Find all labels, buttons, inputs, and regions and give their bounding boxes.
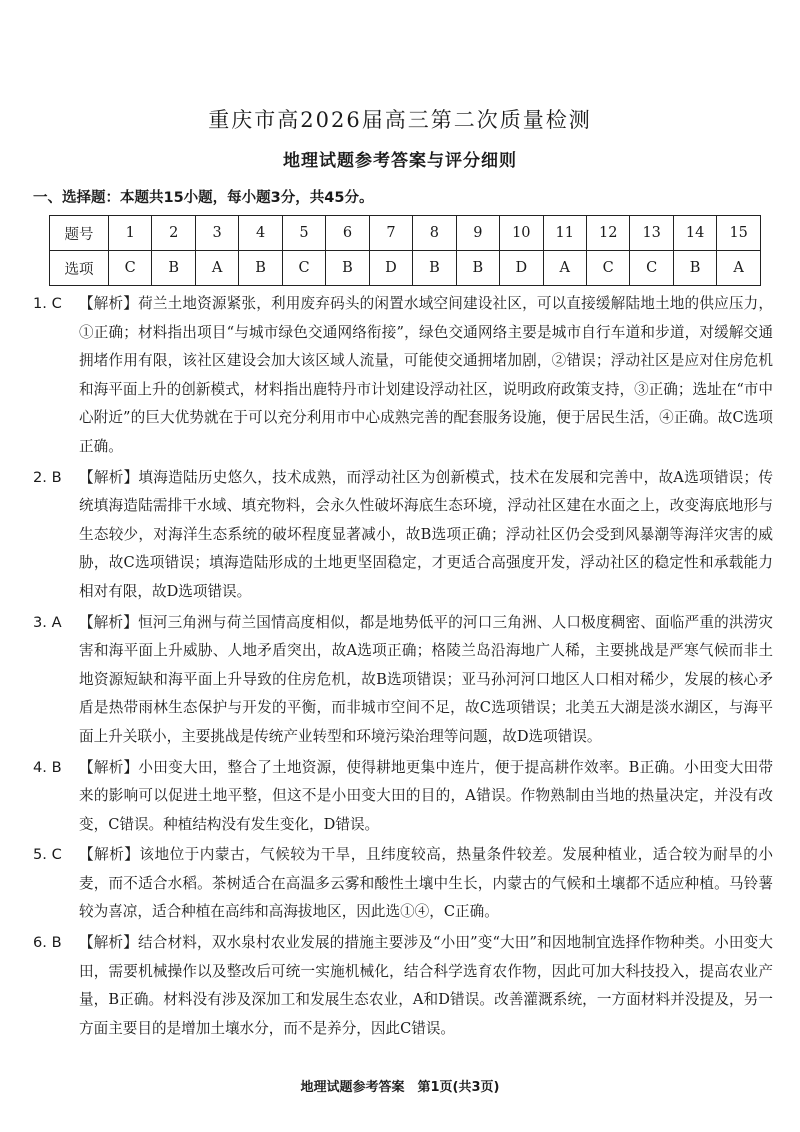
question-number-cell: 11 — [543, 216, 586, 251]
item-number-answer: 1. C — [33, 295, 62, 312]
answer-cell: C — [586, 251, 629, 286]
answer-cell: C — [109, 251, 152, 286]
answer-cell: B — [413, 251, 456, 286]
explanation-text: 【解析】小田变大田，整合了土地资源，使得耕地更集中连片，便于提高耕作效率。B正确。小田变大田带来的影响可以促进土地平整，但这不是小田变大田的目的，A错误。作物熟制由当地的热量决定，并没有改变，C错误。种植结构没有发生变化，D错误。 — [79, 758, 773, 833]
question-number-cell: 6 — [326, 216, 369, 251]
explanation-text: 【解析】结合材料，双水泉村农业发展的措施主要涉及“小田”变“大田”和因地制宜选择作物种类。小田变大田，需要机械操作以及整改后可统一实施机械化，结合科学选育农作物，因此可加大科技投入，提高农业产量，B正确。材料没有涉及深加工和发展生态农业，A和D错误。改善灌溉系统，一方面材料并没提及，另一方面主要目的是增加土壤水分，而不是养分，因此C错误。 — [79, 934, 773, 1037]
item-number-answer: 4. B — [33, 758, 62, 776]
question-number-cell: 14 — [673, 216, 716, 251]
question-number-cell: 1 — [109, 216, 152, 251]
question-number-cell: 8 — [413, 216, 456, 251]
question-number-cell: 4 — [239, 216, 282, 251]
answer-cell: C — [630, 251, 673, 286]
answer-cell: A — [195, 251, 238, 286]
question-number-cell: 12 — [586, 216, 629, 251]
question-number-cell: 13 — [630, 216, 673, 251]
explanation-text: 【解析】荷兰土地资源紧张，利用废弃码头的闲置水域空间建设社区，可以直接缓解陆地土地的供应压力，①正确；材料指出项目“与城市绿色交通网络衔接”，绿色交通网络主要是城市自行车道和步道，对缓解交通拥堵作用有限，该社区建设会加大该区域人流量，可能使交通拥堵加剧，②错误；浮动社区是应对住房危机和海平面上升的创新模式，材料指出鹿特丹市计划建设浮动社区，说明政府政策支持，③正确；选址在“市中心附近”的巨大优势就在于可以充分利用市中心成熟完善的配套服务设施，便于居民生活，④正确。故C选项正确。 — [79, 295, 773, 455]
answer-cell: B — [673, 251, 716, 286]
explanation-text: 【解析】恒河三角洲与荷兰国情高度相似，都是地势低平的河口三角洲、人口极度稠密、面临严重的洪涝灾害和海平面上升威胁、人地矛盾突出，故A选项正确；格陵兰岛沿海地广人稀，主要挑战是严寒气候而非土地资源短缺和海平面上升导致的住房危机，故B选项错误；亚马孙河河口地区人口相对稀少，发展的核心矛盾是热带雨林生态保护与开发的平衡，而非城市空间不足，故C选项错误；北美五大湖是淡水湖区，与海平面上升关联小，主要挑战是传统产业转型和环境污染治理等问题，故D选项错误。 — [79, 613, 773, 745]
exam-subtitle: 地理试题参考答案与评分细则 — [283, 151, 517, 171]
answer-cell: D — [500, 251, 543, 286]
question-number-row — [50, 216, 761, 251]
item-number-answer: 5. C — [33, 846, 62, 864]
explanation-item — [33, 754, 773, 840]
answer-table — [49, 215, 761, 286]
explanation-item — [33, 290, 773, 462]
explanation-item — [33, 464, 773, 607]
question-number-cell: 5 — [282, 216, 325, 251]
explanation-item — [33, 841, 773, 927]
explanation-text: 【解析】填海造陆历史悠久，技术成熟，而浮动社区为创新模式，技术在发展和完善中，故A选项错误；传统填海造陆需排干水域、填充物料，会永久性破坏海底生态环境，浮动社区建在水面之上，改变海底地形与生态较少，对海洋生态系统的破坏程度显著减小，故B选项正确；浮动社区仍会受到风暴潮等海洋灾害的威胁，故C选项错误；填海造陆形成的土地更坚固稳定，才更适合高强度开发，浮动社区的稳定性和承载能力相对有限，故D选项错误。 — [79, 468, 773, 600]
answer-cell: D — [369, 251, 412, 286]
explanation-list — [33, 290, 773, 1045]
answer-cell: A — [543, 251, 586, 286]
question-number-cell: 15 — [717, 216, 761, 251]
answer-cell: B — [152, 251, 195, 286]
answer-cell: C — [282, 251, 325, 286]
question-number-cell: 7 — [369, 216, 412, 251]
question-number-cell: 9 — [456, 216, 499, 251]
row-label-answer: 选项 — [50, 251, 109, 286]
answer-cell: A — [717, 251, 761, 286]
answer-cell: B — [239, 251, 282, 286]
section-heading: 一、选择题：本题共15小题，每小题3分，共45分。 — [33, 190, 374, 206]
answer-cell: B — [456, 251, 499, 286]
explanation-text: 【解析】该地位于内蒙古，气候较为干旱，且纬度较高，热量条件较差。发展种植业，适合较为耐旱的小麦，而不适合水稻。茶树适合在高温多云雾和酸性土壤中生长，内蒙古的气候和土壤都不适应种植。马铃薯较为喜凉，适合种植在高纬和高海拔地区，因此选①④，C正确。 — [79, 846, 773, 921]
explanation-item — [33, 929, 773, 1043]
question-number-cell: 3 — [195, 216, 238, 251]
exam-title: 重庆市高2026届高三第二次质量检测 — [208, 108, 592, 132]
question-number-cell: 10 — [500, 216, 543, 251]
explanation-item — [33, 609, 773, 752]
item-number-answer: 6. B — [33, 934, 62, 952]
page-footer: 地理试题参考答案 第1页(共3页) — [300, 1080, 500, 1095]
answer-row — [50, 251, 761, 286]
question-number-cell: 2 — [152, 216, 195, 251]
item-number-answer: 3. A — [33, 613, 62, 631]
answer-cell: B — [326, 251, 369, 286]
row-label-question-number: 题号 — [50, 216, 109, 251]
item-number-answer: 2. B — [33, 468, 62, 486]
